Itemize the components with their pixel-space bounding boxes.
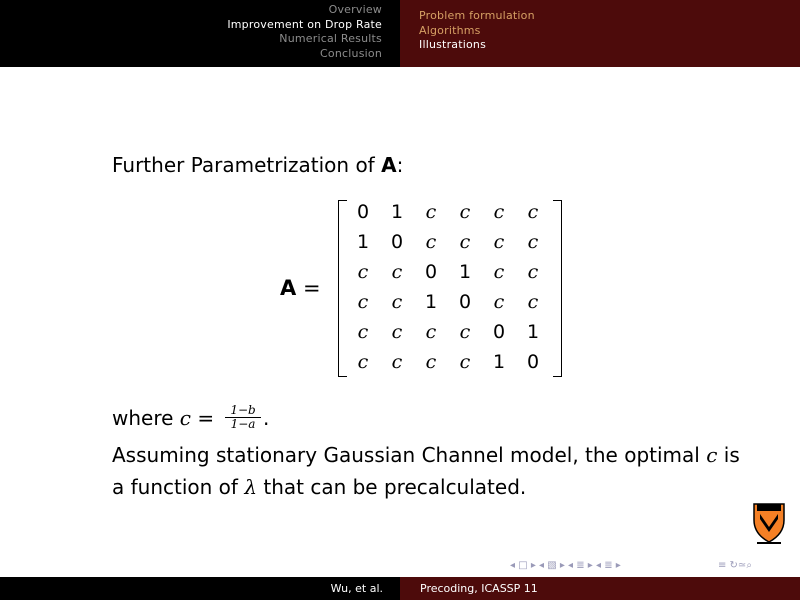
footer-author: Wu, et al. — [330, 582, 383, 595]
matrix-cell: c — [425, 351, 437, 373]
nav-section-drop-rate[interactable]: Improvement on Drop Rate — [227, 17, 382, 31]
footer-title: Precoding, ICASSP 11 — [420, 582, 538, 595]
matrix-cell: c — [357, 321, 369, 343]
fraction — [225, 404, 261, 431]
where-line — [112, 406, 214, 430]
matrix-cell: c — [459, 231, 471, 253]
matrix-cell: c — [391, 321, 403, 343]
matrix-cell: c — [493, 291, 505, 313]
assumption-text-1a: Assuming stationary Gaussian Channel model, the optimal — [112, 443, 707, 467]
matrix-cell: 0 — [492, 321, 506, 343]
assumption-line-2 — [112, 475, 526, 499]
matrix-cell: c — [459, 201, 471, 223]
fraction-numerator: 1−b — [225, 404, 261, 418]
assumption-variable-c: c — [706, 443, 718, 467]
matrix-cell: 1 — [356, 231, 370, 253]
where-variable: c — [179, 406, 191, 430]
footer-right-panel — [400, 577, 800, 600]
where-text: where — [112, 406, 180, 430]
nav-sub-illustrations[interactable]: Illustrations — [419, 38, 487, 51]
left-bracket — [338, 200, 347, 377]
nav-section-conclusion[interactable]: Conclusion — [320, 46, 382, 60]
matrix-block — [338, 200, 562, 377]
matrix-cell: c — [527, 291, 539, 313]
matrix-cell: c — [459, 321, 471, 343]
beamer-nav-controls[interactable]: ◂ □ ▸ ◂ ▧ ▸ ◂ ≣ ▸ ◂ ≣ ▸ — [510, 560, 621, 571]
heading-matrix-symbol: A — [381, 153, 397, 177]
matrix-cell: c — [527, 231, 539, 253]
matrix-cell: c — [391, 261, 403, 283]
matrix-cell: 0 — [458, 291, 472, 313]
assumption-text-2b: that can be precalculated. — [257, 475, 527, 499]
header-right-panel — [400, 0, 800, 67]
where-equals: = — [191, 406, 215, 430]
matrix-cell: 0 — [526, 351, 540, 373]
matrix-cell: 0 — [424, 261, 438, 283]
matrix-cell: c — [493, 261, 505, 283]
section-nav — [227, 3, 382, 61]
matrix-cell: c — [357, 291, 369, 313]
matrix-cell: c — [425, 321, 437, 343]
footer-bar — [0, 577, 800, 600]
matrix-cell: c — [425, 231, 437, 253]
princeton-shield-logo — [752, 500, 786, 544]
matrix-cell: c — [527, 261, 539, 283]
matrix-cell: 1 — [458, 261, 472, 283]
nav-sub-algorithms[interactable]: Algorithms — [419, 23, 481, 37]
footer-left-panel — [0, 577, 400, 600]
nav-section-overview[interactable]: Overview — [328, 3, 382, 16]
heading-colon: : — [396, 153, 404, 177]
beamer-nav-extra[interactable]: ≡ ↻≃⌕ — [718, 560, 752, 571]
header-left-panel — [0, 0, 400, 67]
assumption-text-2a: a function of — [112, 475, 245, 499]
matrix-cell: c — [425, 201, 437, 223]
nav-sub-problem-formulation[interactable]: Problem formulation — [419, 9, 535, 22]
heading-text: Further Parametrization of — [112, 153, 382, 177]
right-bracket — [553, 200, 562, 377]
matrix-lhs — [280, 276, 321, 300]
nav-section-numerical-results[interactable]: Numerical Results — [279, 32, 382, 45]
matrix-cell: 0 — [356, 201, 370, 223]
matrix-cell: c — [459, 351, 471, 373]
matrix-cell: 1 — [390, 201, 404, 223]
matrix-equals: = — [302, 276, 321, 300]
slide-heading — [112, 153, 403, 177]
matrix-cell: 1 — [424, 291, 438, 313]
assumption-text-1b: is — [717, 443, 740, 467]
matrix-cell: c — [391, 291, 403, 313]
fraction-denominator: 1−a — [230, 417, 256, 431]
matrix-cell: c — [357, 351, 369, 373]
matrix-lhs-symbol: A — [280, 276, 297, 300]
matrix-cell: c — [493, 201, 505, 223]
header-bar — [0, 0, 800, 67]
assumption-line-1 — [112, 443, 740, 467]
matrix-cell: c — [527, 201, 539, 223]
assumption-variable-lambda: λ — [244, 475, 257, 499]
matrix-cell: 1 — [492, 351, 506, 373]
matrix-cell: c — [357, 261, 369, 283]
matrix-cell: c — [493, 231, 505, 253]
where-period: . — [263, 406, 270, 430]
subsection-nav — [419, 9, 535, 53]
matrix-cell: 1 — [526, 321, 540, 343]
matrix-cell: c — [391, 351, 403, 373]
matrix-cell: 0 — [390, 231, 404, 253]
